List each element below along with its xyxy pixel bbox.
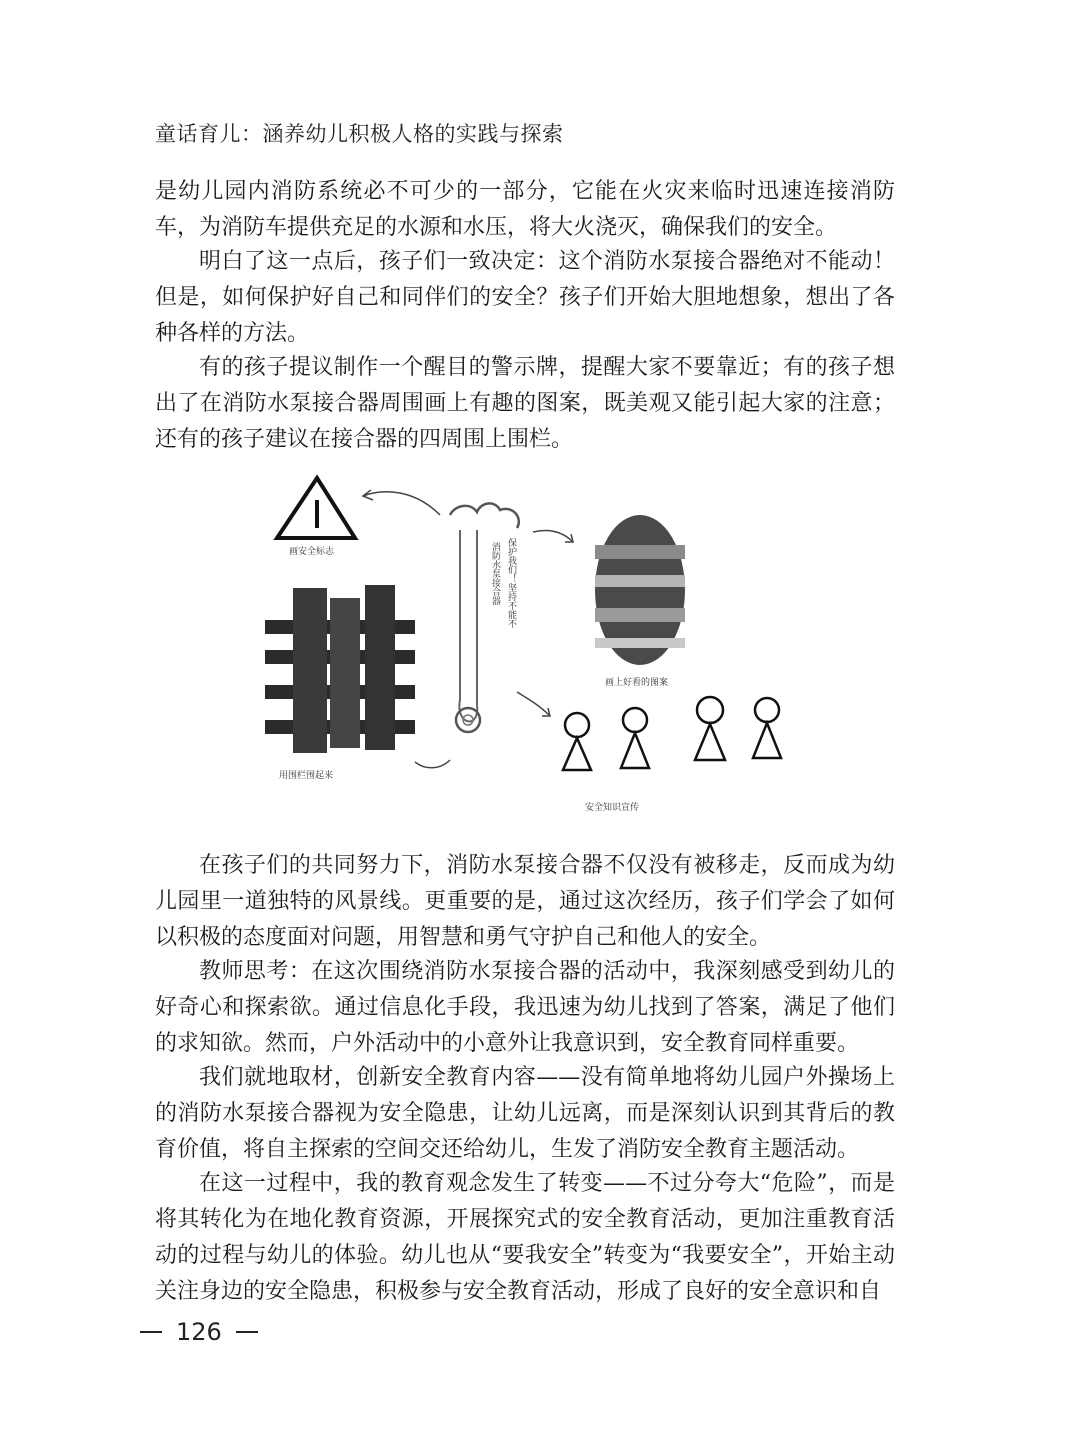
page-number: 126 [176,1318,222,1346]
pattern-sketch [595,515,685,688]
body-paragraph: 在孩子们的共同努力下，消防水泵接合器不仅没有被移走，反而成为幼儿园里一道独特的风景线。更重要的是，通过这次经历，孩子们学会了如何以积极的态度面对问题，用智慧和勇气守护自己和他人的安全。 [155,853,895,950]
running-head-title: 童话育儿：涵养幼儿积极人格的实践与探索 [155,122,564,146]
label-fence: 用围栏围起来 [279,771,334,781]
arrow-icon [415,760,450,768]
label-pattern: 画上好看的图案 [605,678,669,688]
children-drawing-figure [255,470,815,830]
center-text-right: 保护我们！坚持不能不 [506,538,516,628]
body-paragraph: 有的孩子提议制作一个醒目的警示牌，提醒大家不要靠近；有的孩子想出了在消防水泵接合器周围画上有趣的图案，既美观又能引起大家的注意；还有的孩子建议在接合器的四周围上围栏。 [155,355,895,452]
warning-sign-sketch [277,478,355,557]
body-paragraph: 是幼儿园内消防系统必不可少的一部分，它能在火灾来临时迅速连接消防车，为消防车提供充足的水源和水压，将大火浇灭，确保我们的安全。 [155,179,895,240]
children-drawing [255,470,815,830]
label-safety: 安全知识宣传 [585,803,640,813]
children-sketch [563,697,781,770]
arrow-icon [533,530,573,542]
fence-sketch [265,585,415,781]
body-paragraph: 明白了这一点后，孩子们一致决定：这个消防水泵接合器绝对不能动！但是，如何保护好自己和同伴们的安全？孩子们开始大胆地想象，想出了各种各样的方法。 [155,249,895,346]
footer-dash-right [236,1331,258,1333]
center-text-left: 消防水泵接合器 [490,542,500,605]
arrow-icon [363,492,440,515]
arrow-icon [517,692,550,716]
footer-dash-left [140,1331,162,1333]
label-warning-sign: 画安全标志 [289,547,335,557]
pump-connector-sketch [450,503,519,732]
body-paragraph: 教师思考：在这次围绕消防水泵接合器的活动中，我深刻感受到幼儿的好奇心和探索欲。通过信息化手段，我迅速为幼儿找到了答案，满足了他们的求知欲。然而，户外活动中的小意外让我意识到，安全教育同样重要。 [155,959,895,1056]
page-footer [140,1318,258,1346]
body-paragraph: 我们就地取材，创新安全教育内容——没有简单地将幼儿园户外操场上的消防水泵接合器视为安全隐患，让幼儿远离，而是深刻认识到其背后的教育价值，将自主探索的空间交还给幼儿，生发了消防安全教育主题活动。 [155,1065,895,1162]
body-paragraph: 在这一过程中，我的教育观念发生了转变——不过分夸大“危险”，而是将其转化为在地化教育资源，开展探究式的安全教育活动，更加注重教育活动的过程与幼儿的体验。幼儿也从“要我安全”转变为“我要安全”，开始主动关注身边的安全隐患，积极参与安全教育活动，形成了良好的安全意识和自 [155,1171,895,1304]
